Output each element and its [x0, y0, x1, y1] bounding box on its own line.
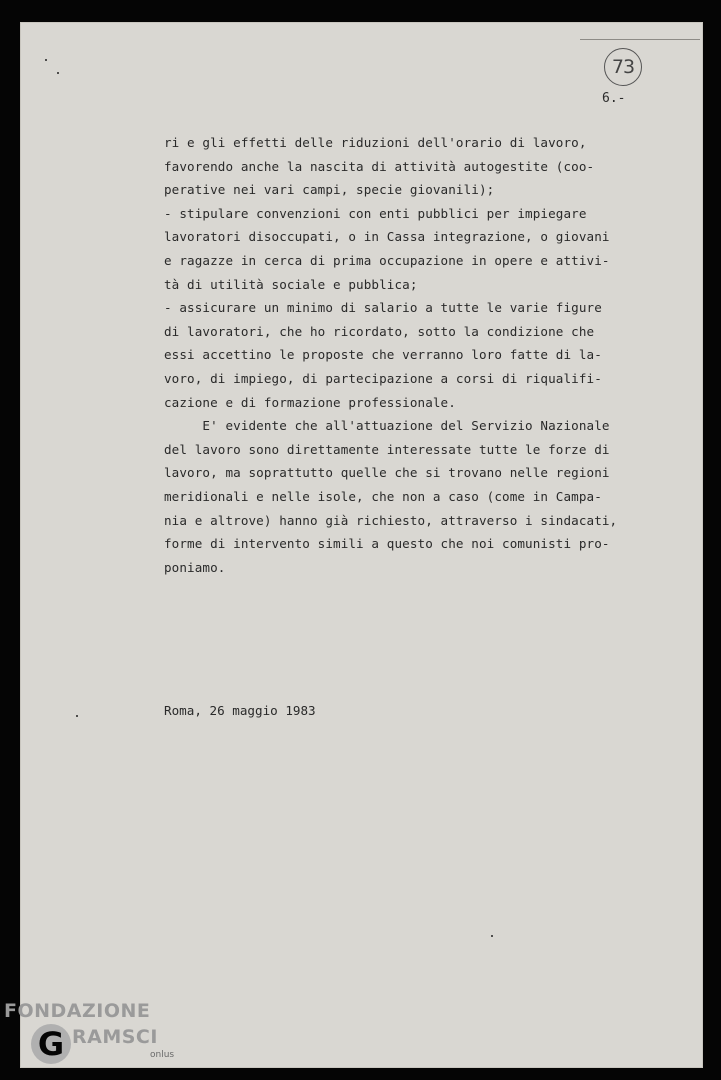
body-text — [164, 131, 644, 579]
text-line: - stipulare convenzioni con enti pubblici per impiegare — [164, 205, 587, 221]
closing-place-date: Roma, 26 maggio 1983 — [164, 703, 316, 718]
text-line: di lavoratori, che ho ricordato, sotto la condizione che — [164, 323, 595, 339]
watermark-line-3: onlus — [150, 1050, 175, 1060]
text-line: poniamo. — [164, 559, 226, 575]
text-line: voro, di impiego, di partecipazione a corsi di riqualifi- — [164, 370, 602, 386]
fondazione-gramsci-watermark — [4, 1000, 184, 1070]
page-number: 6.- — [602, 91, 626, 106]
text-line: del lavoro sono direttamente interessate tutte le forze di — [164, 441, 610, 457]
paper-speck — [45, 59, 47, 61]
text-line: cazione e di formazione professionale. — [164, 394, 456, 410]
text-line: meridionali e nelle isole, che non a caso (come in Campa- — [164, 488, 602, 504]
watermark-line-2: RAMSCI — [72, 1026, 158, 1048]
text-line: ri e gli effetti delle riduzioni dell'orario di lavoro, — [164, 135, 587, 150]
text-line: E' evidente che all'attuazione del Servizio Nazionale — [164, 418, 610, 434]
text-line: forme di intervento simili a questo che noi comunisti pro- — [164, 536, 610, 552]
text-line: perative nei vari campi, specie giovanili); — [164, 182, 495, 198]
text-line: nia e altrove) hanno già richiesto, attraverso i sindacati, — [164, 512, 618, 528]
text-line: lavoro, ma soprattutto quelle che si trovano nelle regioni — [164, 465, 610, 481]
document-page — [20, 22, 703, 1068]
paper-speck — [57, 72, 59, 74]
watermark-line-1: FONDAZIONE — [4, 1000, 151, 1022]
archive-number-stamp: 73 — [604, 48, 642, 86]
paper-speck — [491, 935, 493, 937]
text-line: favorendo anche la nascita di attività autogestite (coo- — [164, 158, 595, 174]
watermark-g-logo: G — [31, 1024, 71, 1064]
paper-speck — [76, 715, 78, 717]
text-line: tà di utilità sociale e pubblica; — [164, 276, 418, 292]
text-line: lavoratori disoccupati, o in Cassa integrazione, o giovani — [164, 229, 610, 245]
top-edge-line — [580, 39, 700, 40]
text-line: essi accettino le proposte che verranno loro fatte di la- — [164, 347, 602, 363]
text-line: e ragazze in cerca di prima occupazione in opere e attivi- — [164, 252, 610, 268]
text-line: - assicurare un minimo di salario a tutte le varie figure — [164, 300, 602, 316]
